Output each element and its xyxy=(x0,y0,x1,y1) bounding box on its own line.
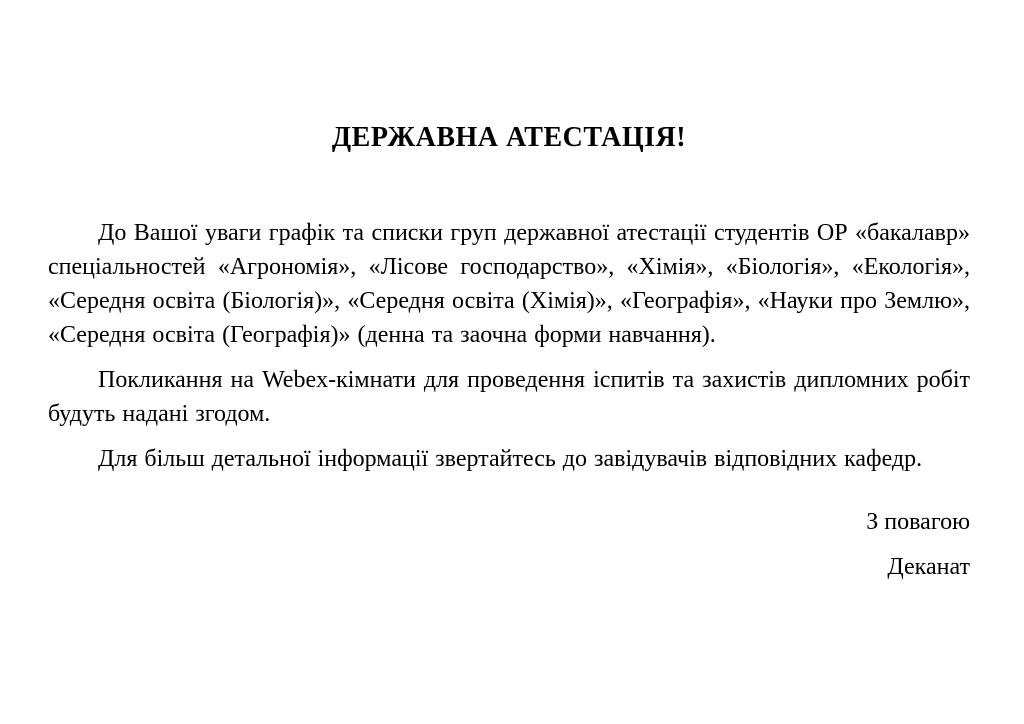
paragraph-more-info: Для більш детальної інформації звертайтесь до завідувачів відповідних кафедр. xyxy=(98,446,923,472)
paragraph-announcement: До Вашої уваги графік та списки груп державної атестації студентів ОР «бакалавр» спеціальностей «Агрономія», «Лісове господарство», «Хімія», «Біологія», «Екологія», «Середня освіта (Біологія)», «Середня освіта (Хімія)», «Географія», «Науки про Землю», «Середня освіта (Географія)» (денна та заочна форми навчання). xyxy=(48,220,970,348)
document-body xyxy=(48,216,970,476)
signature-author: Деканат xyxy=(887,554,970,580)
paragraph-webex-links: Покликання на Webex-кімнати для проведення іспитів та захистів дипломних робіт будуть надані згодом. xyxy=(48,367,970,427)
signature-closing: З повагою xyxy=(866,509,970,535)
signature-block xyxy=(48,500,970,590)
document-title: ДЕРЖАВНА АТЕСТАЦІЯ! xyxy=(331,122,687,153)
